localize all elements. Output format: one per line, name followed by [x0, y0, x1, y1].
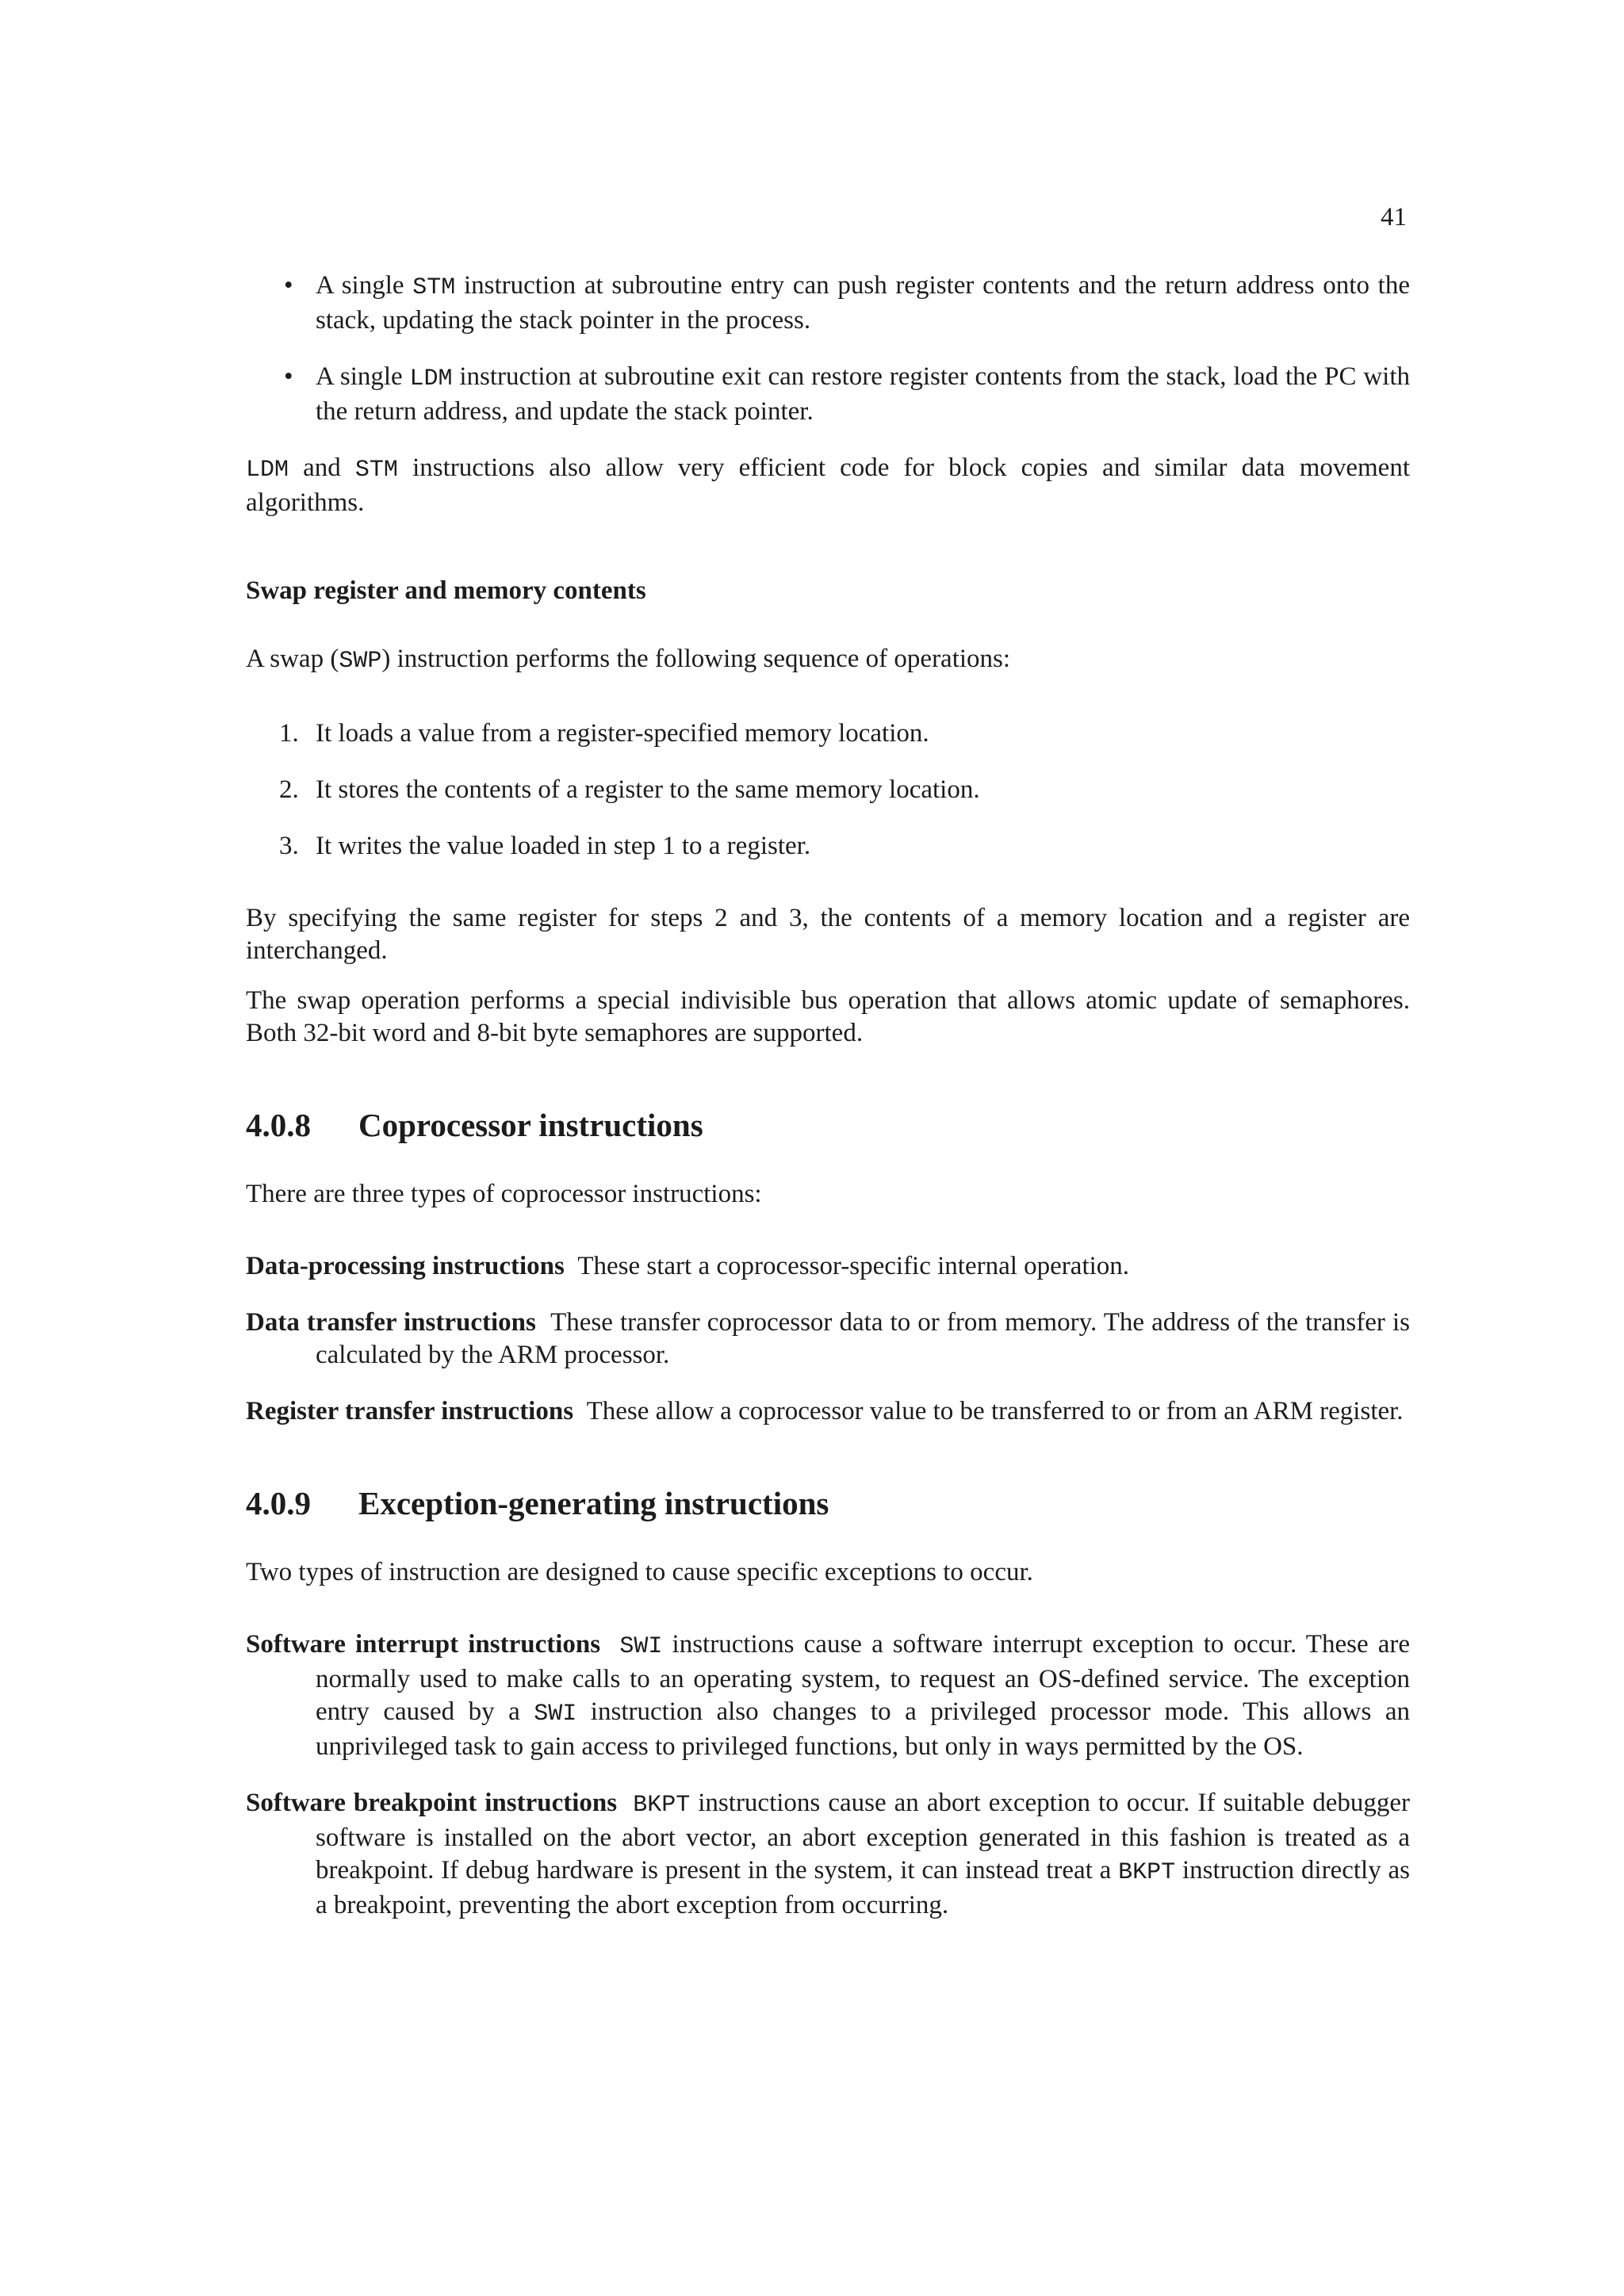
coprocessor-intro: There are three types of coprocessor instructions: [246, 1180, 762, 1208]
description-item: Register transfer instructions These allow a coprocessor value to be transferred to or from an ARM register. [246, 1397, 1404, 1425]
bullet-list [246, 270, 1410, 428]
list-item: 2. It stores the contents of a register to the same memory location. [279, 775, 980, 804]
paragraph-ldm-stm: LDM and STM instructions also allow very efficient code for block copies and similar data movement algorithms. [246, 453, 1410, 517]
bullet-icon: • [284, 271, 293, 300]
exception-intro: Two types of instruction are designed to cause specific exceptions to occur. [246, 1558, 1033, 1586]
code-ldm: LDM [409, 365, 453, 392]
swap-paragraph-2: The swap operation performs a special indivisible bus operation that allows atomic update of semaphores. Both 32-bit word and 8-bit byte semaphores are supported. [246, 986, 1410, 1047]
description-item: Data-processing instructions These start a coprocessor-specific internal operation. [246, 1252, 1130, 1280]
swap-intro: A swap (SWP) instruction performs the following sequence of operations: [246, 645, 1011, 675]
list-item: 1. It loads a value from a register-specified memory location. [279, 719, 929, 748]
description-item-bkpt: Software breakpoint instructions BKPT instructions cause an abort exception to occur. If suitable debugger software is installed on the abort vector, an abort exception generated in this fashion is treated as a breakpoint. If debug hardware is present in the system, it can instead treat a BKPT instruction directly as a breakpoint, preventing the abort exception from occurring. [246, 1789, 1411, 1919]
exception-description-list [246, 1628, 1410, 1922]
section-heading-408: 4.0.8 Coprocessor instructions [246, 1107, 703, 1143]
description-item: Data transfer instructions These transfer coprocessor data to or from memory. The address of the transfer is calculated by the ARM processor. [246, 1308, 1410, 1369]
swap-heading: Swap register and memory contents [246, 576, 646, 605]
bullet-item: • A single LDM instruction at subroutine exit can restore register contents from the stack, load the PC with the return address, and update the stack pointer. [284, 362, 1410, 426]
page-content [246, 270, 1410, 1922]
coprocessor-description-list [246, 1250, 1410, 1428]
description-item-swi: Software interrupt instructions SWI instructions cause a software interrupt exception to occur. These are normally used to make calls to an operating system, to request an OS-defined service. The exception entry caused by a SWI instruction also changes to a privileged processor mode. This allows an unprivileged task to gain access to privileged functions, but only in ways permitted by the OS. [246, 1630, 1410, 1761]
code-stm: STM [412, 274, 456, 301]
bullet-icon: • [284, 362, 293, 391]
bullet-item: • A single STM instruction at subroutine entry can push register contents and the return address onto the stack, updating the stack pointer in the process. [284, 271, 1410, 335]
swap-steps-list [246, 718, 1410, 863]
swap-paragraph-1: By specifying the same register for steps 2 and 3, the contents of a memory location and a register are interchanged. [246, 904, 1410, 965]
section-heading-409: 4.0.9 Exception-generating instructions [246, 1485, 829, 1521]
page-number: 41 [1381, 203, 1407, 232]
list-item: 3. It writes the value loaded in step 1 to a register. [279, 832, 811, 860]
